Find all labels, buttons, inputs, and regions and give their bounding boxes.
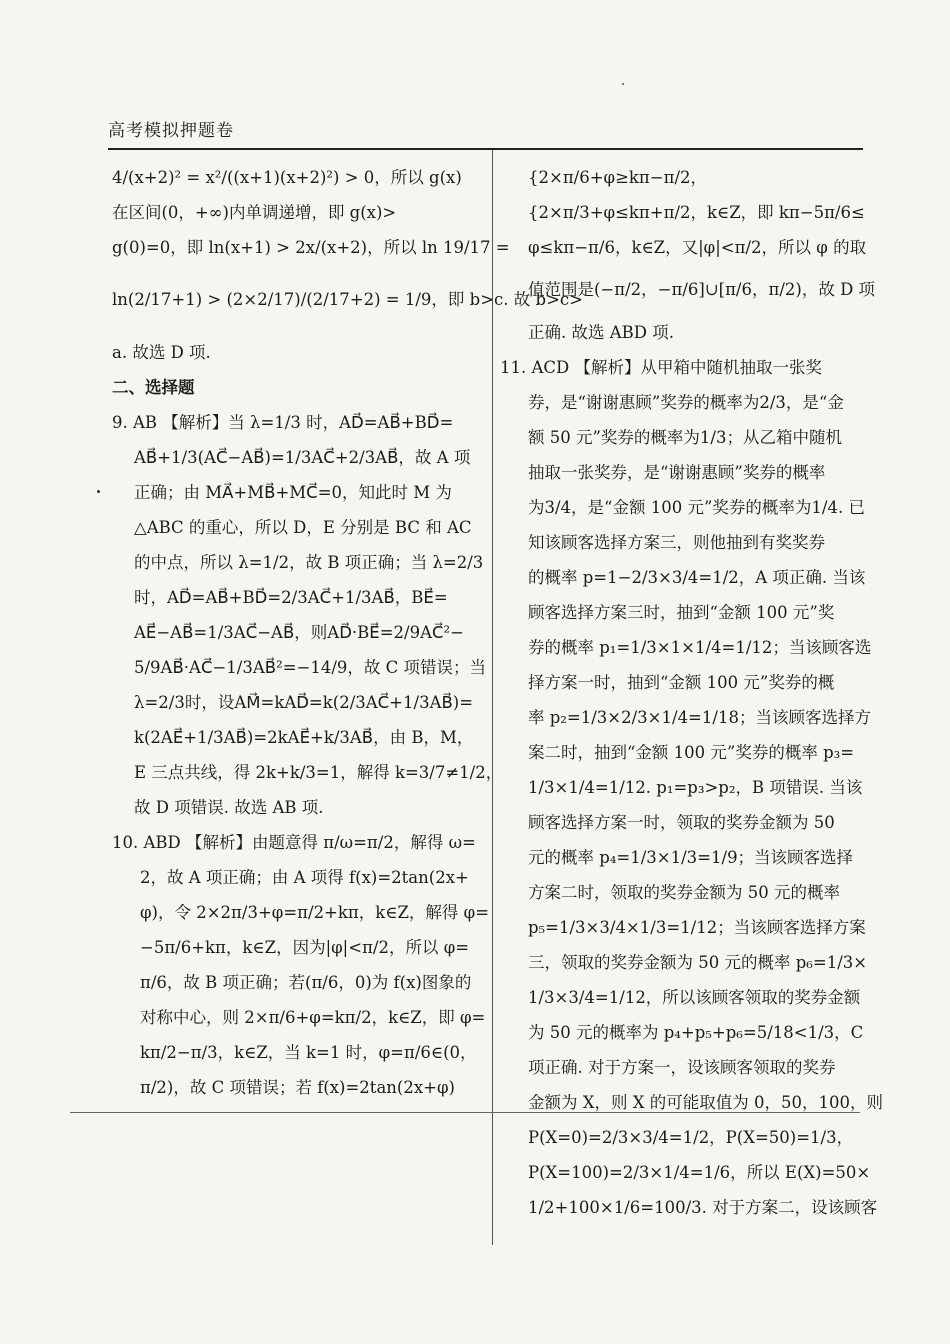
text-line: 的概率 p=1−2/3×3/4=1/2，A 项正确. 当该 — [528, 568, 866, 587]
text-line: E 三点共线，得 2k+k/3=1，解得 k=3/7≠1/2， — [134, 763, 503, 782]
text-line: 券，是“谢谢惠顾”奖券的概率为2/3，是“金 — [528, 393, 844, 412]
text-line: 2，故 A 项正确；由 A 项得 f(x)=2tan(2x+ — [140, 868, 469, 887]
text-line: AB⃗+1/3(AC⃗−AB⃗)=1/3AC⃗+2/3AB⃗，故 A 项 — [134, 448, 471, 467]
header-rule — [108, 148, 863, 150]
text-line: 5/9AB⃗·AC⃗−1/3AB⃗²=−14/9，故 C 项错误；当 — [134, 658, 487, 677]
text-line: a. 故选 D 项. — [112, 343, 211, 362]
text-line: 故 D 项错误. 故选 AB 项. — [134, 798, 324, 817]
text-line: π/2)，故 C 项错误；若 f(x)=2tan(2x+φ) — [140, 1078, 455, 1097]
text-line: k(2AE⃗+1/3AB⃗)=2kAE⃗+k/3AB⃗，由 B，M， — [134, 728, 474, 747]
text-line: 券的概率 p₁=1/3×1×1/4=1/12；当该顾客选 — [528, 638, 872, 657]
scan-speck — [622, 83, 624, 85]
text-line: 1/2+100×1/6=100/3. 对于方案二，设该顾客 — [528, 1198, 878, 1217]
text-line: kπ/2−π/3，k∈Z，当 k=1 时，φ=π/6∈(0， — [140, 1043, 477, 1062]
question-10-line: 10. ABD 【解析】由题意得 π/ω=π/2，解得 ω= — [112, 833, 476, 852]
text-line: ln(2/17+1) > (2×2/17)/(2/17+2) = 1/9，即 b>c. 故 b>c> — [112, 290, 583, 309]
scan-dot — [97, 490, 100, 493]
question-9-line: 9. AB 【解析】当 λ=1/3 时，AD⃗=AB⃗+BD⃗= — [112, 413, 454, 432]
text-line: 的中点，所以 λ=1/2，故 B 项正确；当 λ=2/3 — [134, 553, 484, 572]
text-line: 率 p₂=1/3×2/3×1/4=1/18；当该顾客选择方 — [528, 708, 871, 727]
page-header-title: 高考模拟押题卷 — [108, 121, 234, 141]
text-line: π/6，故 B 项正确；若(π/6，0)为 f(x)图象的 — [140, 973, 472, 992]
column-divider — [492, 150, 493, 1245]
text-line: 对称中心，则 2×π/6+φ=kπ/2，k∈Z，即 φ= — [140, 1008, 486, 1027]
text-line: {2×π/3+φ≤kπ+π/2，k∈Z，即 kπ−5π/6≤ — [528, 203, 865, 222]
text-line: P(X=100)=2/3×1/4=1/6，所以 E(X)=50× — [528, 1163, 871, 1182]
text-line: λ=2/3时，设AM⃗=kAD⃗=k(2/3AC⃗+1/3AB⃗)= — [134, 693, 474, 712]
text-line: 在区间(0，+∞)内单调递增，即 g(x)> — [112, 203, 397, 222]
text-line: 为 50 元的概率为 p₄+p₅+p₆=5/18<1/3，C — [528, 1023, 864, 1042]
text-line: 为3/4，是“金额 100 元”奖券的概率为1/4. 已 — [528, 498, 865, 517]
text-line: 案二时，抽到“金额 100 元”奖券的概率 p₃= — [528, 743, 855, 762]
text-line: 三，领取的奖券金额为 50 元的概率 p₆=1/3× — [528, 953, 868, 972]
text-line: 1/3×3/4=1/12，所以该顾客领取的奖券金额 — [528, 988, 861, 1007]
text-line: {2×π/6+φ≥kπ−π/2， — [528, 168, 707, 187]
text-line: 顾客选择方案三时，抽到“金额 100 元”奖 — [528, 603, 835, 622]
section-heading: 二、选择题 — [112, 378, 195, 397]
text-line: 顾客选择方案一时，领取的奖券金额为 50 — [528, 813, 835, 832]
text-line: 正确. 故选 ABD 项. — [528, 323, 674, 342]
text-line: 金额为 X，则 X 的可能取值为 0，50，100，则 — [528, 1093, 883, 1112]
text-line: 知该顾客选择方案三，则他抽到有奖奖券 — [528, 533, 825, 552]
question-11-line: 11. ACD 【解析】从甲箱中随机抽取一张奖 — [500, 358, 822, 377]
text-line: 项正确. 对于方案一，设该顾客领取的奖券 — [528, 1058, 836, 1077]
text-line: 时，AD⃗=AB⃗+BD⃗=2/3AC⃗+1/3AB⃗，BE⃗= — [134, 588, 448, 607]
text-line: 4/(x+2)² = x²/((x+1)(x+2)²) > 0，所以 g(x) — [112, 168, 462, 187]
text-line: 元的概率 p₄=1/3×1/3=1/9；当该顾客选择 — [528, 848, 854, 867]
text-line: 正确；由 MA⃗+MB⃗+MC⃗=0，知此时 M 为 — [134, 483, 452, 502]
text-line: φ≤kπ−π/6，k∈Z，又|φ|<π/2，所以 φ 的取 — [528, 238, 867, 257]
text-line: 1/3×1/4=1/12. p₁=p₃>p₂，B 项错误. 当该 — [528, 778, 863, 797]
text-line: 额 50 元”奖券的概率为1/3；从乙箱中随机 — [528, 428, 842, 447]
text-line: g(0)=0，即 ln(x+1) > 2x/(x+2)，所以 ln 19/17 = — [112, 238, 510, 257]
text-line: p₅=1/3×3/4×1/3=1/12；当该顾客选择方案 — [528, 918, 866, 937]
left-column — [112, 160, 583, 1250]
right-column — [500, 160, 883, 1250]
text-line: 抽取一张奖券，是“谢谢惠顾”奖券的概率 — [528, 463, 826, 482]
text-line: φ)，令 2×2π/3+φ=π/2+kπ，k∈Z，解得 φ= — [140, 903, 490, 922]
text-line: AE⃗−AB⃗=1/3AC⃗−AB⃗，则AD⃗·BE⃗=2/9AC⃗²− — [134, 623, 464, 642]
text-line: 择方案一时，抽到“金额 100 元”奖券的概 — [528, 673, 835, 692]
text-line: 方案二时，领取的奖券金额为 50 元的概率 — [528, 883, 840, 902]
text-line: 值范围是(−π/2，−π/6]∪[π/6，π/2)，故 D 项 — [528, 280, 876, 299]
text-line: P(X=0)=2/3×3/4=1/2，P(X=50)=1/3， — [528, 1128, 854, 1147]
text-line: −5π/6+kπ，k∈Z，因为|φ|<π/2，所以 φ= — [140, 938, 470, 957]
text-line: △ABC 的重心，所以 D，E 分别是 BC 和 AC — [134, 518, 472, 537]
